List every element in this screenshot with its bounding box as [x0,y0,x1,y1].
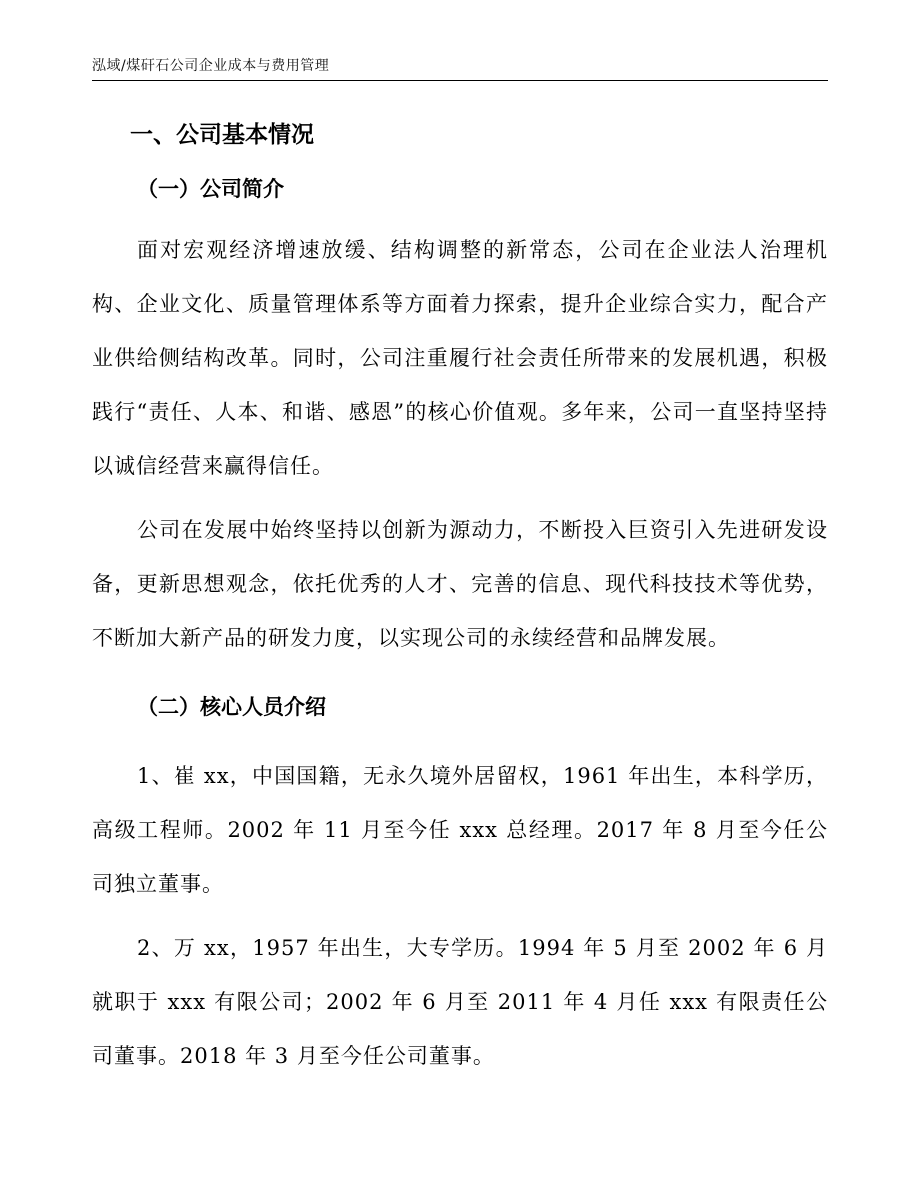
company-profile-paragraph-2: 公司在发展中始终坚持以创新为源动力，不断投入巨资引入先进研发设备，更新思想观念，依托优秀的人才、完善的信息、现代科技技术等优势，不断加大新产品的研发力度，以实现公司的永续经营和品牌发展。 [92,518,828,650]
personnel-paragraph-2: 2、万 xx，1957 年出生，大专学历。1994 年 5 月至 2002 年 6 月就职于 xxx 有限公司；2002 年 6 月至 2011 年 4 月任 xxx 有限责任公司董事。2018 年 3 月至今任公司董事。 [92,936,828,1068]
subsection-heading-company-profile: （一）公司简介 [137,176,284,201]
running-header: 泓域/煤矸石公司企业成本与费用管理 [92,58,330,74]
header-divider [92,80,828,81]
section-heading: 一、公司基本情况 [130,122,314,148]
document-body [92,105,828,1083]
subsection-heading-core-personnel: （二）核心人员介绍 [137,694,326,719]
personnel-paragraph-1: 1、崔 xx，中国国籍，无永久境外居留权，1961 年出生，本科学历，高级工程师。2002 年 11 月至今任 xxx 总经理。2017 年 8 月至今任公司独立董事。 [92,764,828,896]
company-profile-paragraph-1: 面对宏观经济增速放缓、结构调整的新常态，公司在企业法人治理机构、企业文化、质量管理体系等方面着力探索，提升企业综合实力，配合产业供给侧结构改革。同时，公司注重履行社会责任所带来的发展机遇，积极践行“责任、人本、和谐、感恩”的核心价值观。多年来，公司一直坚持坚持以诚信经营来赢得信任。 [92,238,828,478]
